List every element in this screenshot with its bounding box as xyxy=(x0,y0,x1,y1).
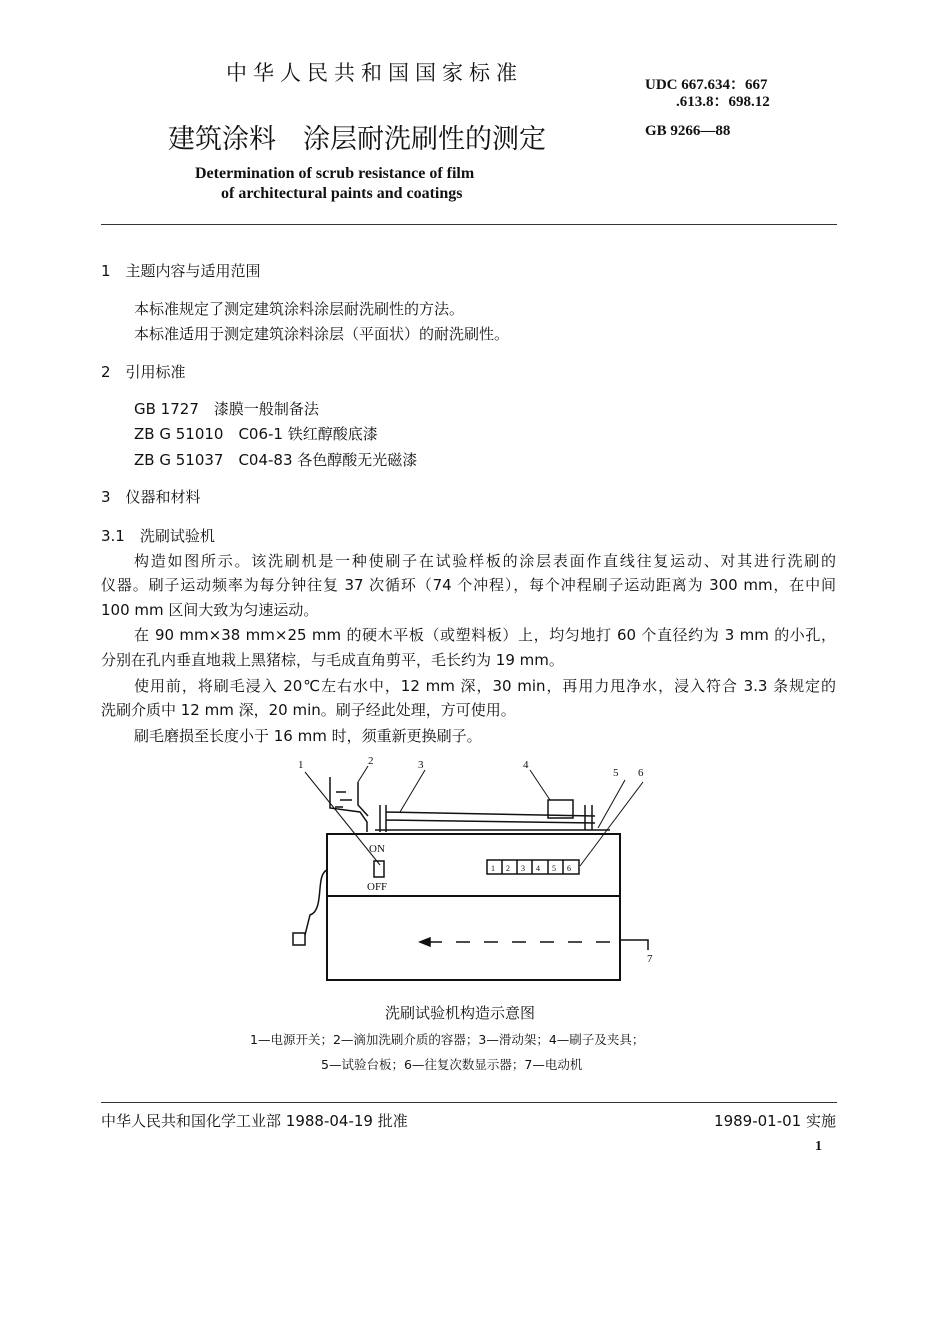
section-1-heading: 1 主题内容与适用范围 xyxy=(101,262,261,280)
machine-body xyxy=(327,834,620,980)
medium-container xyxy=(330,777,368,832)
footer-divider xyxy=(101,1102,837,1103)
effective-date: 1989-01-01 实施 xyxy=(714,1112,836,1130)
sliding-frame xyxy=(375,805,610,832)
reference-item: ZB G 51037 C04-83 各色醇酸无光磁漆 xyxy=(134,451,418,469)
approval-note: 中华人民共和国化学工业部 1988-04-19 批准 xyxy=(101,1112,408,1130)
display-digit: 6 xyxy=(567,864,571,873)
display-digit: 4 xyxy=(536,864,540,873)
display-digit: 3 xyxy=(521,864,525,873)
section-3-1-heading: 3.1 洗刷试验机 xyxy=(101,527,215,545)
callout-label: 7 xyxy=(647,953,653,965)
page-number: 1 xyxy=(815,1139,822,1154)
title-cn: 建筑涂料 涂层耐洗刷性的测定 xyxy=(168,124,546,155)
title-en-line2: of architectural paints and coatings xyxy=(221,185,463,202)
udc-code-2: .613.8：698.12 xyxy=(676,94,770,110)
plug-icon xyxy=(293,933,305,945)
liquid-marks xyxy=(335,792,352,807)
title-en-line1: Determination of scrub resistance of film xyxy=(195,165,475,182)
switch-on-label: ON xyxy=(369,843,385,855)
issuing-org: 中华人民共和国国家标准 xyxy=(226,61,523,85)
reference-item: ZB G 51010 C06-1 铁红醇酸底漆 xyxy=(134,425,378,443)
paragraph: 本标准适用于测定建筑涂料涂层（平面状）的耐洗刷性。 xyxy=(134,325,510,343)
standard-number: GB 9266—88 xyxy=(645,123,731,139)
scrub-tester-diagram xyxy=(280,750,680,985)
paragraph-line: 构造如图所示。该洗刷机是一种使刷子在试验样板的涂层表面作直线往复运动、对其进行洗刷的 xyxy=(134,552,836,570)
display-digit: 1 xyxy=(491,864,495,873)
paragraph-line: 在 90 mm×38 mm×25 mm 的硬木平板（或塑料板）上，均匀地打 60 个直径约为 3 mm 的小孔， xyxy=(134,626,836,644)
figure-caption: 洗刷试验机构造示意图 xyxy=(385,1004,536,1022)
counter-display xyxy=(487,860,579,874)
callout-label: 1 xyxy=(298,759,304,771)
display-digit: 2 xyxy=(506,864,510,873)
display-digit: 5 xyxy=(552,864,556,873)
paragraph: 本标准规定了测定建筑涂料涂层耐洗刷性的方法。 xyxy=(134,300,465,318)
callout-label: 6 xyxy=(638,767,644,779)
reference-item: GB 1727 漆膜一般制备法 xyxy=(134,400,319,418)
paragraph-line: 100 mm 区间大致为匀速运动。 xyxy=(101,601,319,619)
udc-code-1: UDC 667.634：667 xyxy=(645,77,768,93)
power-cord xyxy=(305,870,327,935)
section-2-heading: 2 引用标准 xyxy=(101,363,186,381)
figure-legend-line1: 1—电源开关；2—滴加洗刷介质的容器；3—滑动架；4—刷子及夹具； xyxy=(250,1032,645,1047)
paragraph-line: 刷毛磨损至长度小于 16 mm 时，须重新更换刷子。 xyxy=(134,727,482,745)
paragraph-line: 洗刷介质中 12 mm 深，20 min。刷子经此处理，方可使用。 xyxy=(101,701,516,719)
figure-legend-line2: 5—试验台板；6—往复次数显示器；7—电动机 xyxy=(321,1057,583,1072)
header-divider xyxy=(101,224,837,225)
callout-label: 5 xyxy=(613,767,619,779)
callout-label: 2 xyxy=(368,755,374,767)
paragraph-line: 分别在孔内垂直地栽上黑猪棕，与毛成直角剪平，毛长约为 19 mm。 xyxy=(101,651,564,669)
callout-label: 4 xyxy=(523,759,529,771)
paragraph-line: 使用前，将刷毛浸入 20℃左右水中，12 mm 深，30 min，再用力甩净水，浸入符合 3.3 条规定的 xyxy=(134,677,836,695)
arrow-icon xyxy=(420,938,430,946)
section-3-heading: 3 仪器和材料 xyxy=(101,488,201,506)
paragraph-line: 仪器。刷子运动频率为每分钟往复 37 次循环（74 个冲程），每个冲程刷子运动距离为 300 mm，在中间 xyxy=(101,576,836,594)
switch-off-label: OFF xyxy=(367,881,388,893)
callout-label: 3 xyxy=(418,759,424,771)
